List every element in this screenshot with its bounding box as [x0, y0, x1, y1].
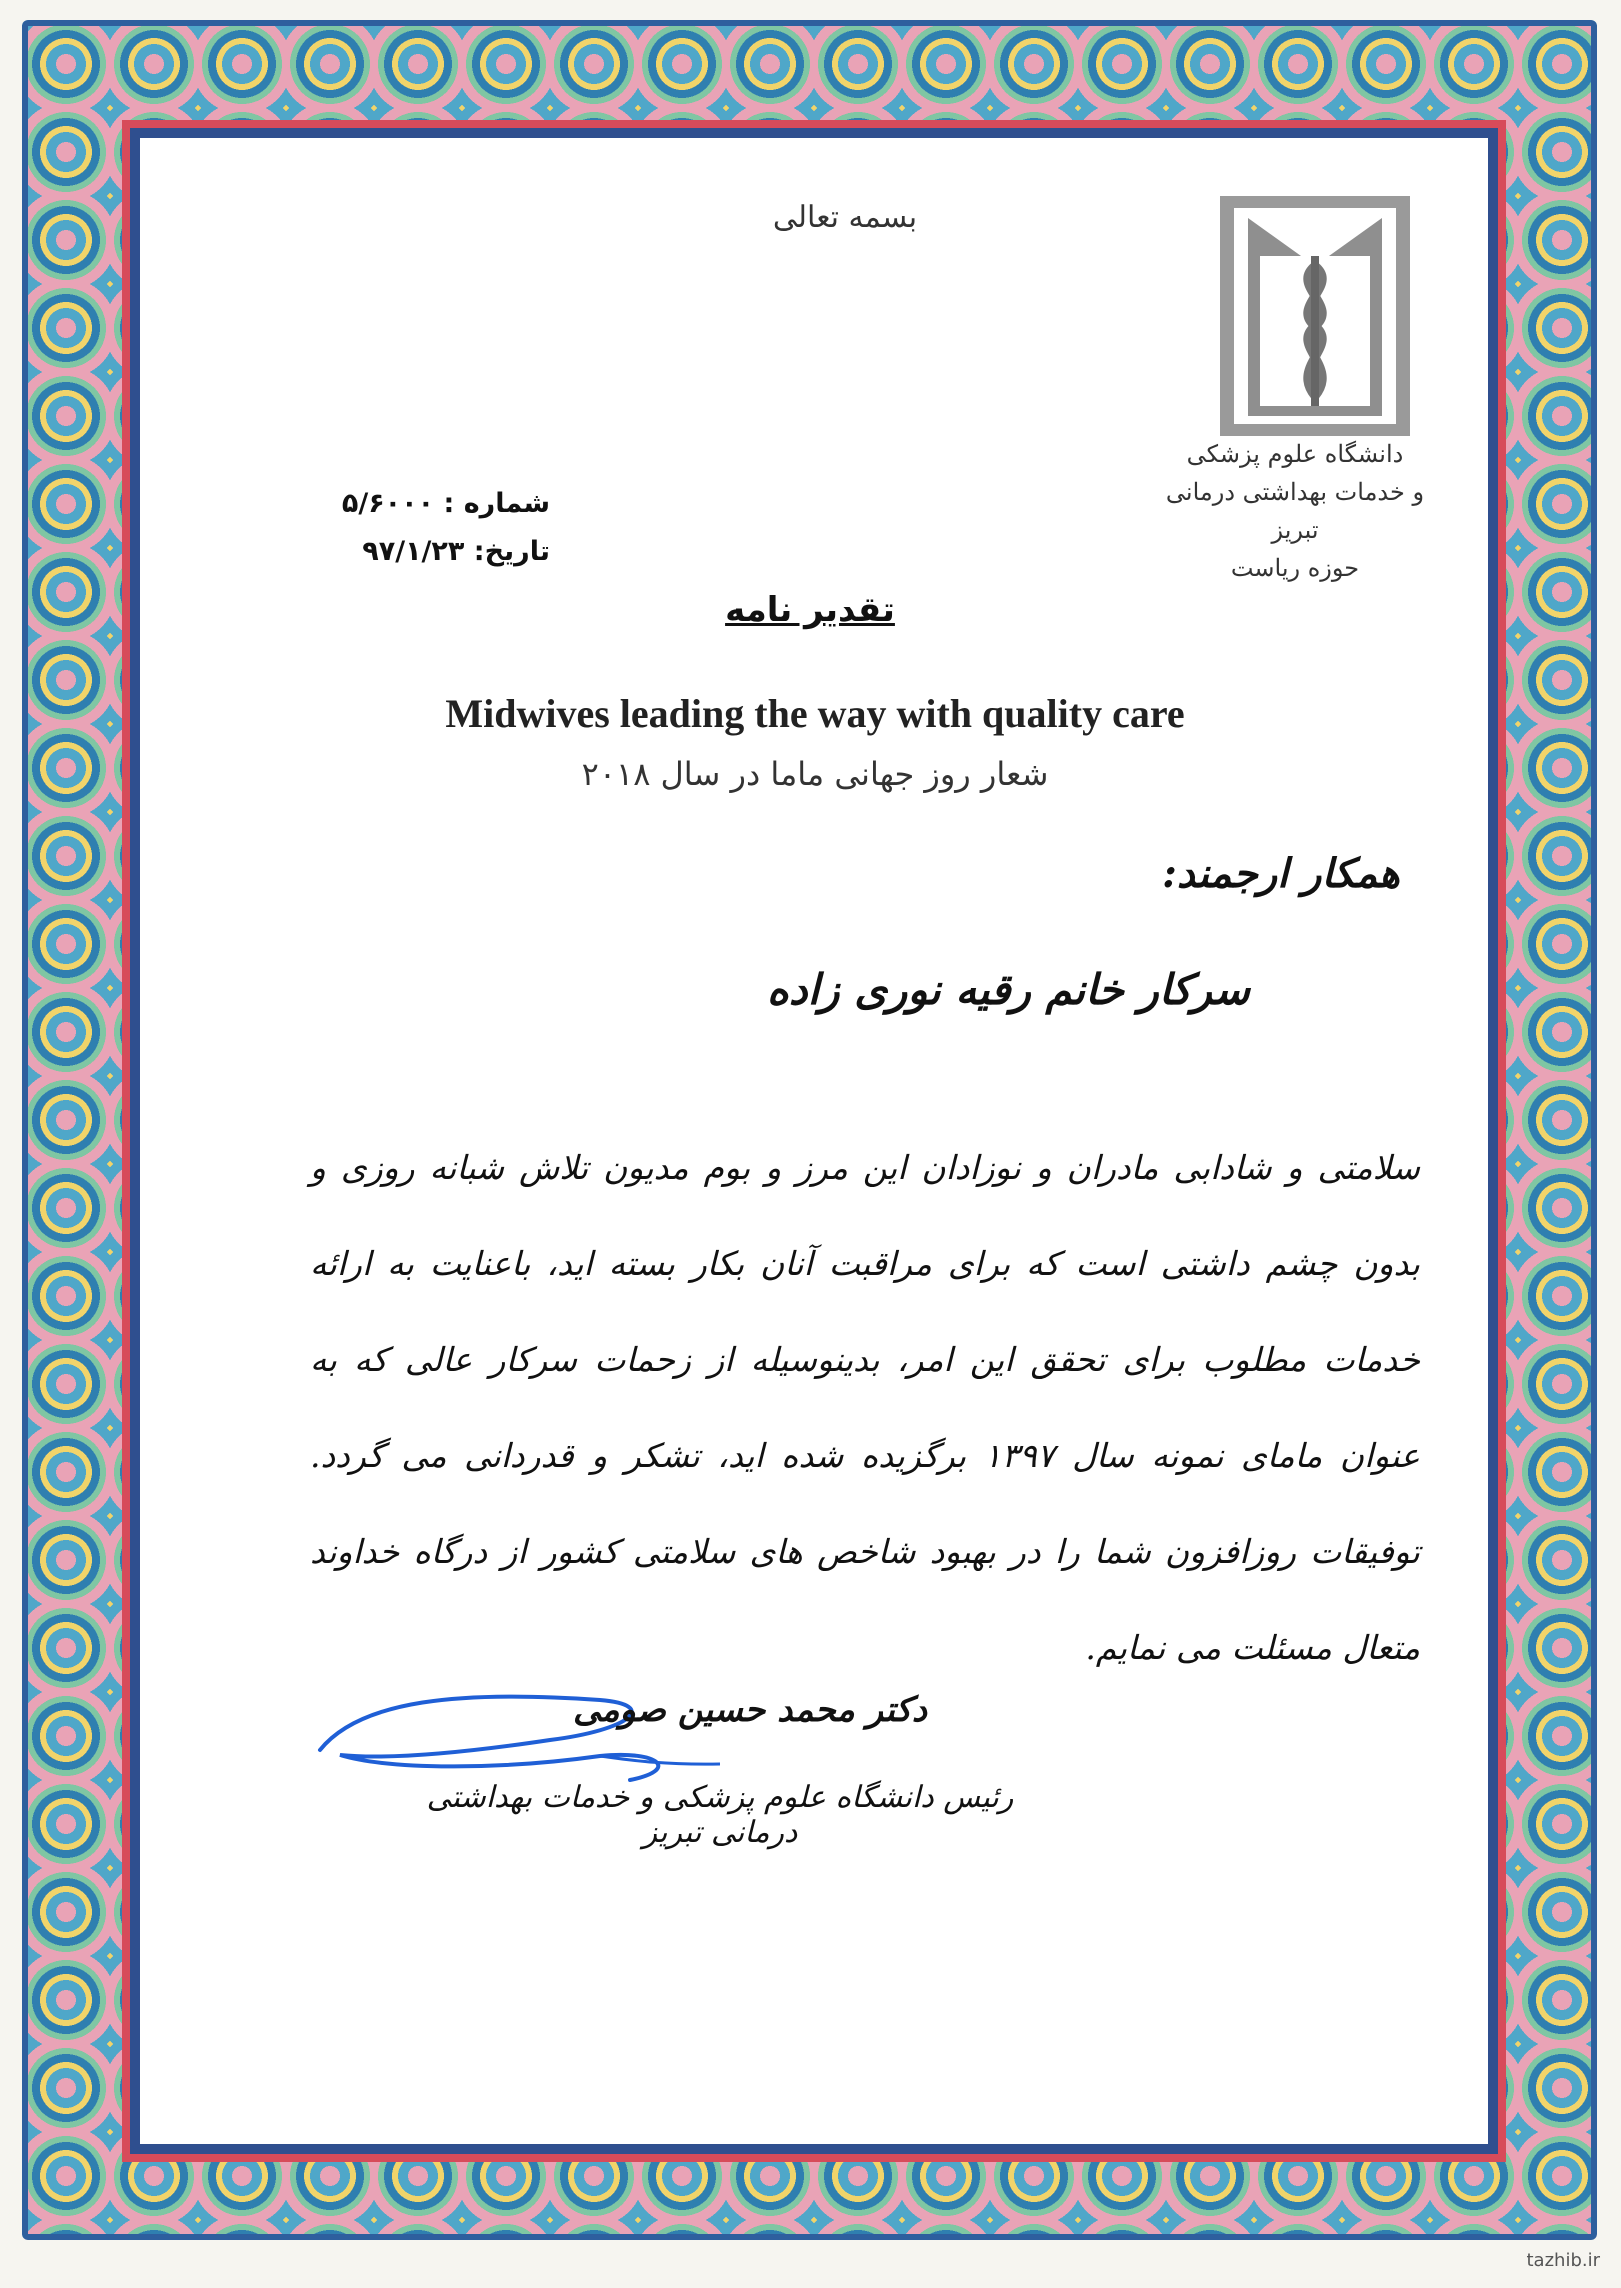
university-line: و خدمات بهداشتی درمانی تبریز	[1165, 478, 1425, 544]
university-logo-icon	[1220, 196, 1410, 436]
certificate-body: سلامتی و شادابی مادران و نوزادان این مرز و بوم مدیون تلاش شبانه روزی و بدون چشم داشتی است که برای مراقبت آنان بکار بسته اید، باعنایت به ارائه خدمات مطلوب برای تحقق این امر، بدینوسیله از زحمات سرکار عالی که به عنوان مامای نمونه سال ۱۳۹۷ برگزیده شده اید، تشکر و قدردانی می گردد. توفیقات روزافزون شما را در بهبود شاخص های سلامتی کشور از درگاه خداوند متعال مسئلت می نمایم.	[310, 1148, 1420, 1667]
letter-number: شماره : ۵/۶۰۰۰	[341, 488, 550, 519]
salutation: همکار ارجمند:	[1162, 850, 1400, 897]
letter-date: تاریخ: ۹۷/۱/۲۳	[362, 536, 550, 567]
university-name	[1145, 435, 1445, 587]
letter-meta	[310, 480, 550, 576]
bismillah: بسمه تعالی	[772, 200, 918, 235]
slogan-persian: شعار روز جهانی ماما در سال ۲۰۱۸	[581, 755, 1049, 793]
university-line: دانشگاه علوم پزشکی	[1186, 440, 1404, 468]
recipient-name: سرکار خانم رقیه نوری زاده	[766, 965, 1250, 1014]
certificate-page	[160, 160, 1468, 2126]
signer-title: رئیس دانشگاه علوم پزشکی و خدمات بهداشتی درمانی تبریز	[426, 1780, 1014, 1850]
signature-icon	[300, 1660, 820, 1800]
slogan-english: Midwives leading the way with quality care	[445, 691, 1185, 736]
page-title: تقدیر نامه	[725, 590, 895, 630]
footer-credit: tazhib.ir	[1526, 2250, 1600, 2271]
university-line: حوزه ریاست	[1230, 554, 1360, 582]
signer-name: دکتر محمد حسین صومی	[573, 1690, 927, 1730]
